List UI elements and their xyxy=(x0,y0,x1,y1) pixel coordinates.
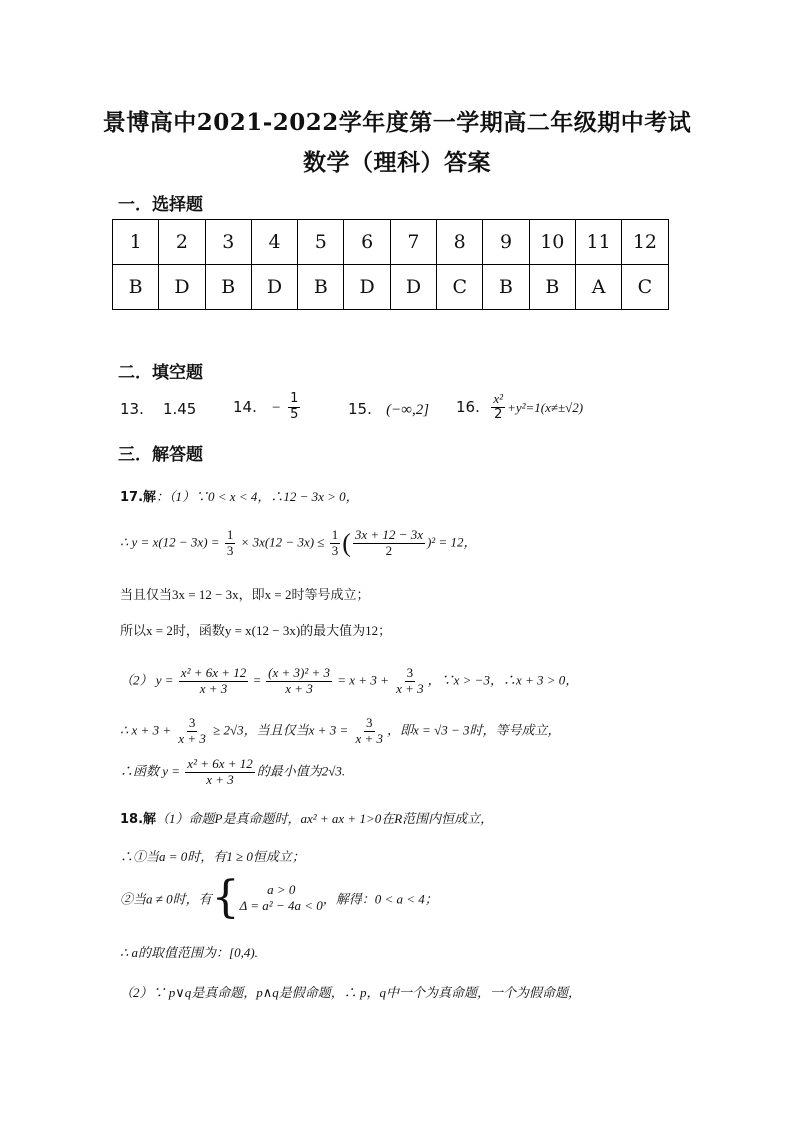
q17-line-5 xyxy=(120,666,578,697)
fill-answer-rest: +y²=1(x≠±√2) xyxy=(507,399,584,415)
choice-answer-table xyxy=(112,219,669,310)
fill-item-14 xyxy=(233,392,302,423)
answer-cell: B xyxy=(529,265,575,310)
fraction-denominator: x + 3 xyxy=(396,680,424,696)
fraction-numerator: 1 xyxy=(226,527,234,542)
document-subtitle: 数学（理科）答案 xyxy=(303,149,491,176)
fraction-numerator: x² xyxy=(493,391,504,406)
fraction-denominator: 3 xyxy=(226,542,234,558)
fraction-numerator: 3 xyxy=(406,665,414,680)
q17-line-2 xyxy=(120,528,476,559)
q17-expr: ∴ x + 3 + xyxy=(120,722,172,738)
fraction-numerator: 3x + 12 − 3x xyxy=(354,527,423,542)
fill-answer: (−∞,2] xyxy=(386,402,430,418)
fraction-numerator: 3 xyxy=(188,715,196,730)
fill-item-16 xyxy=(456,392,583,423)
table-row-numbers xyxy=(113,220,669,265)
fraction-denominator: 3 xyxy=(331,542,339,558)
question-number-cell: 5 xyxy=(298,220,344,265)
q17-expr: ≥ 2√3，当且仅当x + 3 = xyxy=(213,722,349,738)
fill-answer: 1.45 xyxy=(162,400,197,418)
fraction-numerator: (x + 3)² + 3 xyxy=(268,665,330,680)
fill-answer-minus: − xyxy=(271,399,282,416)
system-brace: { xyxy=(211,872,240,923)
q18-line-1 xyxy=(120,808,493,827)
fraction-numerator: x² + 6x + 12 xyxy=(187,756,253,771)
question-number-cell: 10 xyxy=(529,220,575,265)
q17-text: ：（1）∵0 < x < 4，∴12 − 3x > 0， xyxy=(156,489,359,504)
q17-expr: = x + 3 + xyxy=(337,672,389,688)
system-condition: a > 0 xyxy=(267,882,296,897)
question-number-cell: 1 xyxy=(113,220,159,265)
question-number-cell: 8 xyxy=(437,220,483,265)
q17-line-3: 当且仅当3x = 12 − 3x，即x = 2时等号成立； xyxy=(120,587,370,602)
q17-expr: （2） y = xyxy=(120,672,174,688)
answer-cell: D xyxy=(344,265,390,310)
fraction-denominator: x + 3 xyxy=(285,680,313,696)
document-title: 景博高中2021-2022学年度第一学期高二年级期中考试 xyxy=(102,109,692,136)
answer-cell: B xyxy=(113,265,159,310)
answer-cell: D xyxy=(251,265,297,310)
q17-expr: 的最小值为2√3. xyxy=(256,763,346,779)
fraction-numerator: 1 xyxy=(331,527,339,542)
answer-cell: C xyxy=(437,265,483,310)
answer-cell: B xyxy=(298,265,344,310)
q17-expr: ，即x = √3 − 3时，等号成立， xyxy=(387,722,561,738)
fraction-denominator: x + 3 xyxy=(178,730,206,746)
fill-number: 14. xyxy=(233,397,257,416)
fill-number: 15. xyxy=(348,400,372,418)
fraction-denominator: x + 3 xyxy=(206,771,234,787)
fill-item-15 xyxy=(348,400,429,419)
q17-expr: ，∵x > −3，∴x + 3 > 0， xyxy=(427,672,579,688)
fraction-denominator: x + 3 xyxy=(199,680,228,696)
fraction-denominator: 2 xyxy=(494,406,503,422)
fraction-numerator: 3 xyxy=(366,715,373,730)
q17-label: 17.解 xyxy=(120,490,157,505)
question-number-cell: 3 xyxy=(205,220,251,265)
q17-expr: × 3x(12 − 3x) ≤ xyxy=(240,534,325,550)
question-number-cell: 7 xyxy=(390,220,436,265)
q17-expr: ∴ y = x(12 − 3x) = xyxy=(120,534,220,550)
q17-line-1 xyxy=(120,486,359,505)
q17-line-7 xyxy=(120,757,345,788)
q17-line-6 xyxy=(120,716,560,747)
question-number-cell: 12 xyxy=(622,220,668,265)
fill-item-13 xyxy=(120,400,196,418)
fraction-denominator: x + 3 xyxy=(355,730,384,746)
question-number-cell: 9 xyxy=(483,220,529,265)
q18-line-4: ∴ a的取值范围为：[0,4). xyxy=(120,945,258,960)
question-number-cell: 2 xyxy=(159,220,205,265)
q18-text: （1）命题P是真命题时，ax² + ax + 1>0在R范围内恒成立， xyxy=(156,811,494,826)
inequality-system xyxy=(240,882,323,914)
q18-expr: ，解得：0 < a < 4； xyxy=(322,891,438,907)
answer-cell: D xyxy=(390,265,436,310)
fraction-denominator: 5 xyxy=(290,406,299,422)
q18-expr: ②当a ≠ 0时，有 xyxy=(120,891,212,907)
answer-cell: C xyxy=(622,265,668,310)
fraction-numerator: 1 xyxy=(290,391,299,406)
section-heading-choice: 一．选择题 xyxy=(118,195,203,215)
system-condition: Δ = a² − 4a < 0 xyxy=(239,898,323,913)
fill-number: 16. xyxy=(456,397,480,416)
answer-cell: D xyxy=(159,265,205,310)
answer-cell: B xyxy=(205,265,251,310)
q18-label: 18.解 xyxy=(120,812,157,827)
paren: ( xyxy=(342,528,351,558)
section-heading-fill: 二．填空题 xyxy=(118,363,203,383)
question-number-cell: 4 xyxy=(251,220,297,265)
q17-expr: ∴函数 y = xyxy=(120,763,181,779)
question-number-cell: 6 xyxy=(344,220,390,265)
question-number-cell: 11 xyxy=(575,220,621,265)
q18-line-5: （2）∵ p∨q是真命题，p∧q是假命题，∴ p，q中一个为真命题，一个为假命题， xyxy=(120,985,582,1000)
q18-line-3 xyxy=(120,872,438,923)
answer-cell: B xyxy=(483,265,529,310)
fraction-numerator: x² + 6x + 12 xyxy=(180,665,247,680)
fraction-denominator: 2 xyxy=(385,542,393,558)
table-row-answers xyxy=(113,265,669,310)
q18-line-2: ∴①当a = 0时，有1 ≥ 0恒成立； xyxy=(120,849,305,864)
q17-line-4: 所以x = 2时，函数y = x(12 − 3x)的最大值为12； xyxy=(120,623,392,638)
q17-expr: = xyxy=(253,672,261,688)
answer-cell: A xyxy=(575,265,621,310)
q17-expr: )² = 12， xyxy=(426,534,477,550)
fill-number: 13. xyxy=(120,400,144,418)
section-heading-solve: 三．解答题 xyxy=(118,445,203,465)
